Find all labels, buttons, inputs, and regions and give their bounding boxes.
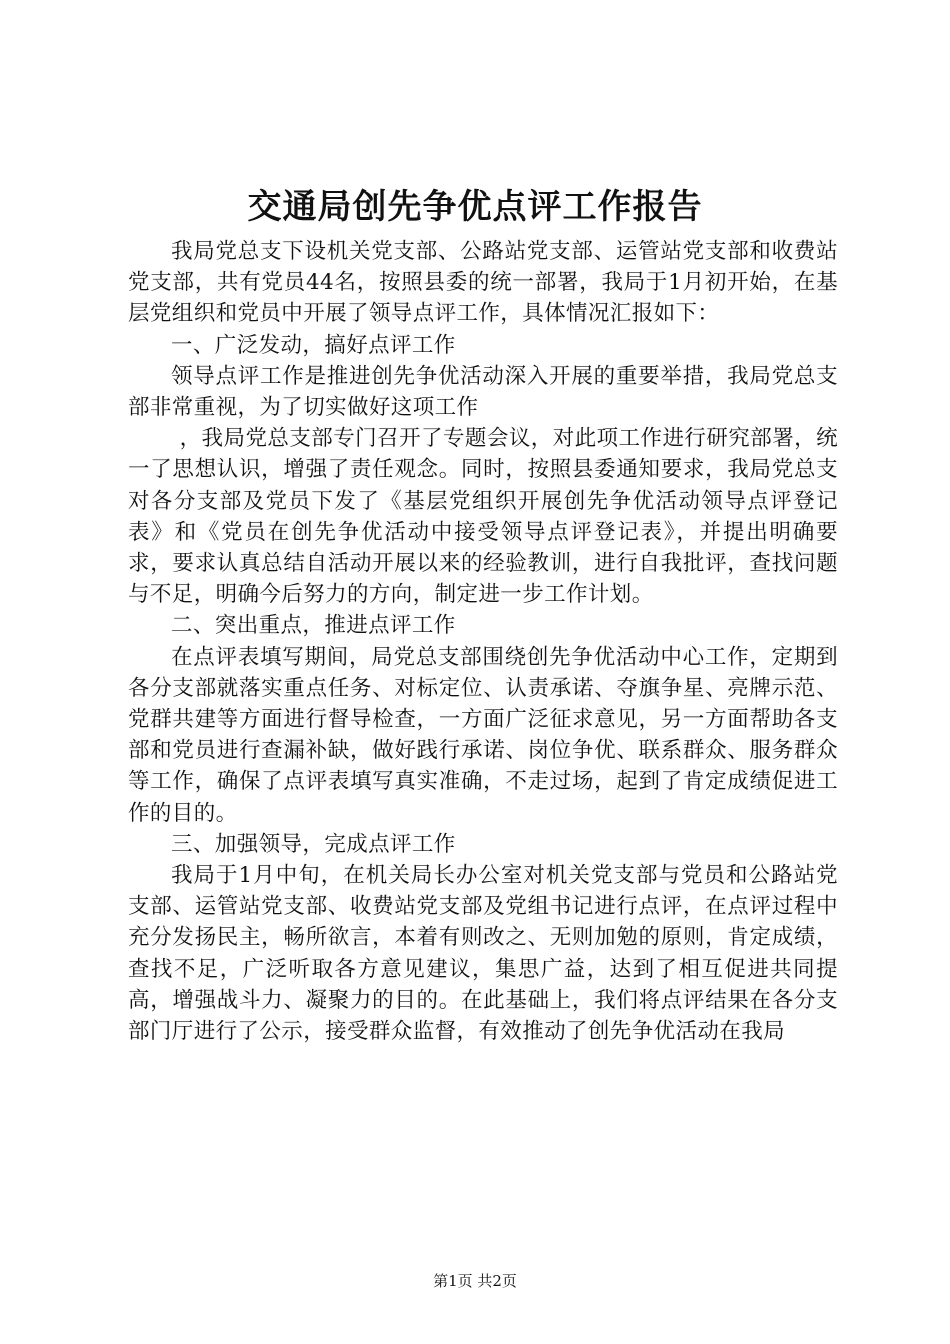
section-heading-1: 一、广泛发动，搞好点评工作	[171, 332, 456, 358]
section-1-paragraph: 领导点评工作是推进创先争优活动深入开展的重要举措，我局党总支部非常重视，为了切实做好这项工作	[128, 363, 838, 421]
section-2-paragraph: 在点评表填写期间，局党总支部围绕创先争优活动中心工作，定期到各分支部就落实重点任务、对标定位、认责承诺、夺旗争星、亮牌示范、党群共建等方面进行督导检查，一方面广泛征求意见，另一方面帮助各支部和党员进行查漏补缺，做好践行承诺、岗位争优、联系群众、服务群众等工作，确保了点评表填写真实准确，不走过场，起到了肯定成绩促进工作的目的。	[128, 644, 838, 826]
document-title: 交通局创先争优点评工作报告	[247, 187, 703, 227]
section-3-paragraph: 我局于1月中旬，在机关局长办公室对机关党支部与党员和公路站党支部、运管站党支部、收费站党支部及党组书记进行点评，在点评过程中充分发扬民主，畅所欲言，本着有则改之、无则加勉的原则，肯定成绩，查找不足，广泛听取各方意见建议，集思广益，达到了相互促进共同提高，增强战斗力、凝聚力的目的。在此基础上，我们将点评结果在各分支部门厅进行了公示，接受群众监督，有效推动了创先争优活动在我局	[128, 863, 838, 1045]
section-heading-2: 二、突出重点，推进点评工作	[171, 613, 456, 639]
document-body	[128, 236, 838, 1047]
page-footer: 第1页 共2页	[433, 1272, 517, 1290]
section-heading-3: 三、加强领导，完成点评工作	[171, 831, 456, 857]
section-1-continuation: ，我局党总支部专门召开了专题会议，对此项工作进行研究部署，统一了思想认识，增强了责任观念。同时，按照县委通知要求，我局党总支对各分支部及党员下发了《基层党组织开展创先争优活动领导点评登记表》和《党员在创先争优活动中接受领导点评登记表》，并提出明确要求，要求认真总结自活动开展以来的经验教训，进行自我批评，查找问题与不足，明确今后努力的方向，制定进一步工作计划。	[128, 426, 838, 608]
intro-paragraph: 我局党总支下设机关党支部、公路站党支部、运管站党支部和收费站党支部，共有党员44名，按照县委的统一部署，我局于1月初开始，在基层党组织和党员中开展了领导点评工作，具体情况汇报如下：	[128, 239, 838, 327]
